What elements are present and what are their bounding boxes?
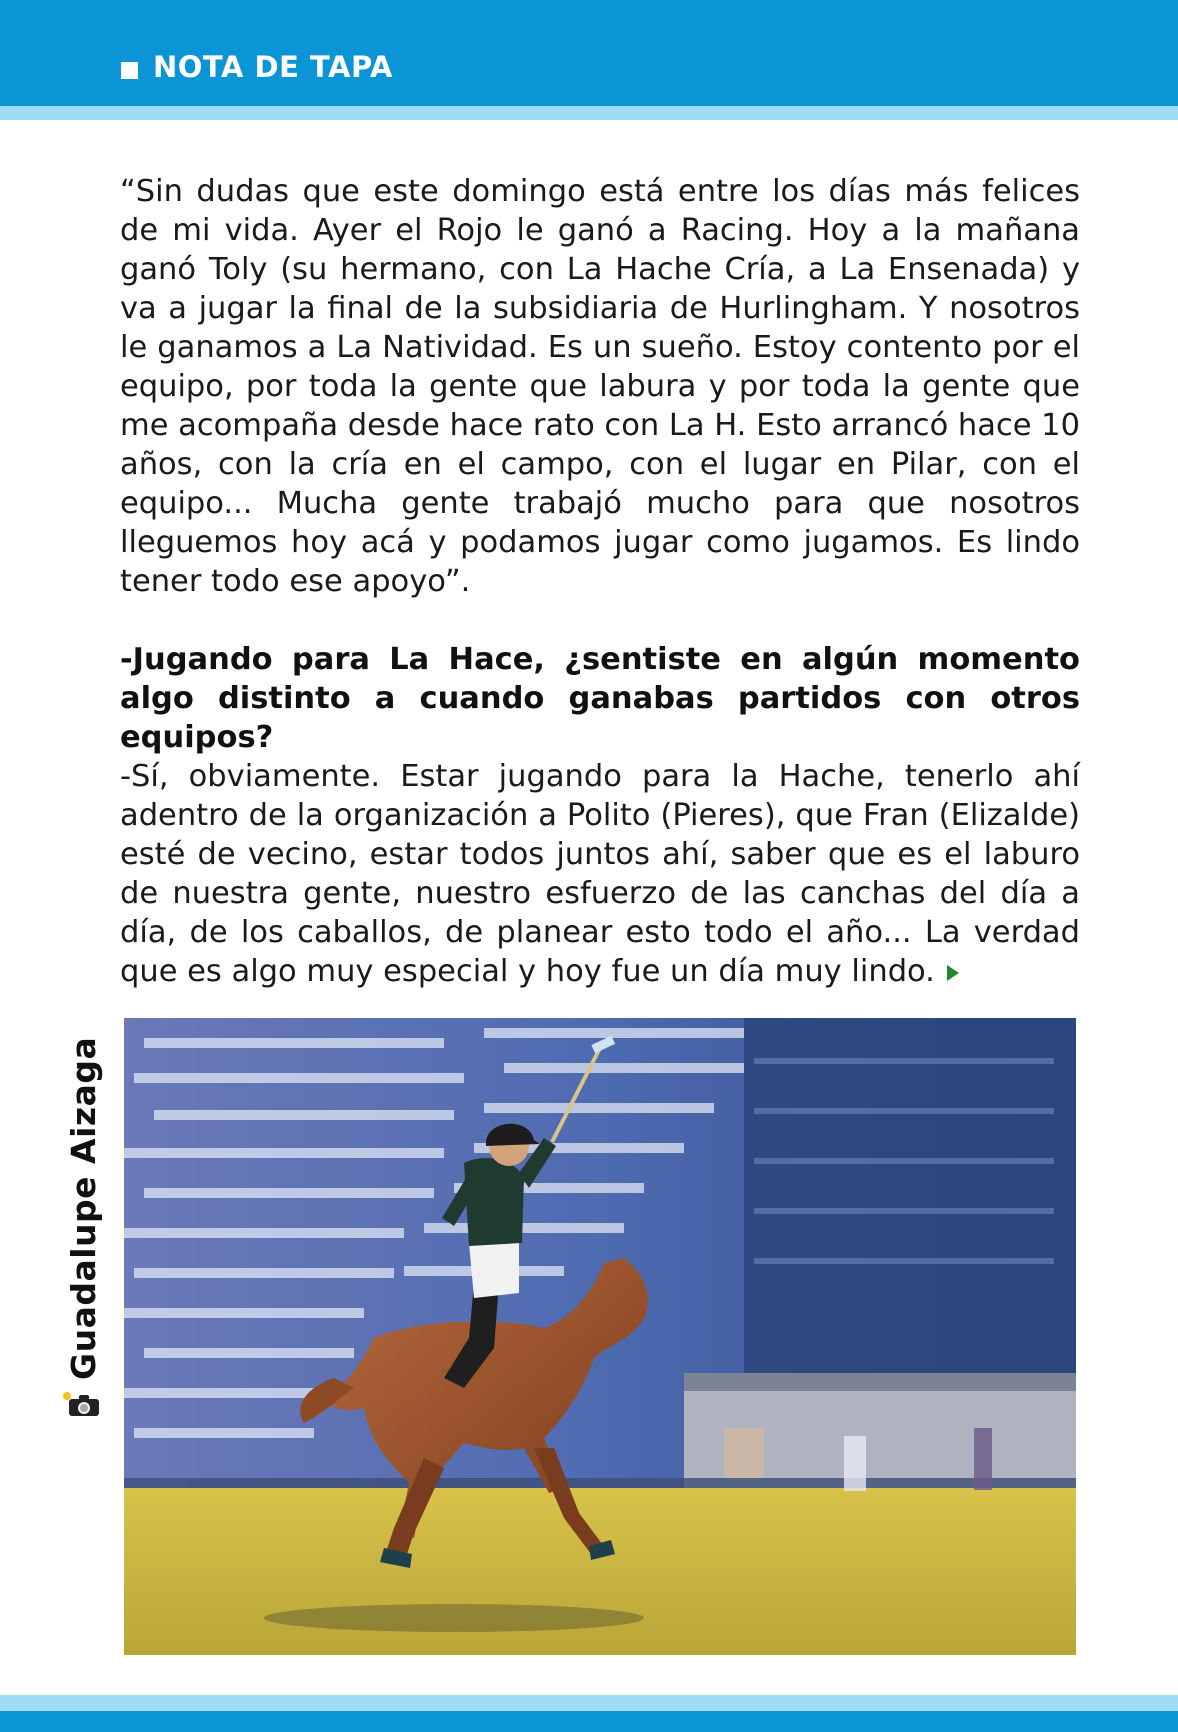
section-label: NOTA DE TAPA	[153, 50, 393, 84]
section-square-icon	[121, 62, 138, 79]
photo-credit-name: Guadalupe Aizaga	[64, 1036, 103, 1380]
photo-credit	[64, 1037, 103, 1420]
interview-answer	[120, 757, 1080, 991]
interview-question: -Jugando para La Hace, ¿sentiste en algún momento algo distinto a cuando ganabas partidos con otros equipos?	[120, 642, 1080, 755]
article-paragraph-quote: “Sin dudas que este domingo está entre los días más felices de mi vida. Ayer el Rojo le ganó a Racing. Hoy a la mañana ganó Toly (su hermano, con La Hache Cría, a La Ensenada) y va a jugar la final de la subsidiaria de Hurlingham. Y nosotros le ganamos a La Natividad. Es un sueño. Estoy contento por el equipo, por toda la gente que labura y por toda la gente que me acompaña desde hace rato con La H. Esto arrancó hace 10 años, con la cría en el campo, con el lugar en Pilar, con el equipo... Mucha gente trabajó mucho para que nosotros lleguemos hoy acá y podamos jugar como jugamos. Es lindo tener todo ese apoyo”.	[120, 174, 1080, 599]
footer-band	[0, 1711, 1178, 1732]
camera-icon	[69, 1394, 99, 1416]
footer-stripe	[0, 1695, 1178, 1711]
polo-player-photo	[124, 1018, 1076, 1655]
header-stripe	[0, 106, 1178, 120]
answer-text: -Sí, obviamente. Estar jugando para la Hache, tenerlo ahí adentro de la organización a Polito (Pieres), que Fran (Elizalde) esté de vecino, estar todos juntos ahí, saber que es el laburo de nuestra gente, nuestro esfuerzo de las canchas del día a día, de los caballos, de planear esto todo el año... La verdad que es algo muy especial y hoy fue un día muy lindo.	[120, 759, 1080, 989]
end-of-article-icon	[947, 965, 959, 981]
header-band	[0, 0, 1178, 106]
